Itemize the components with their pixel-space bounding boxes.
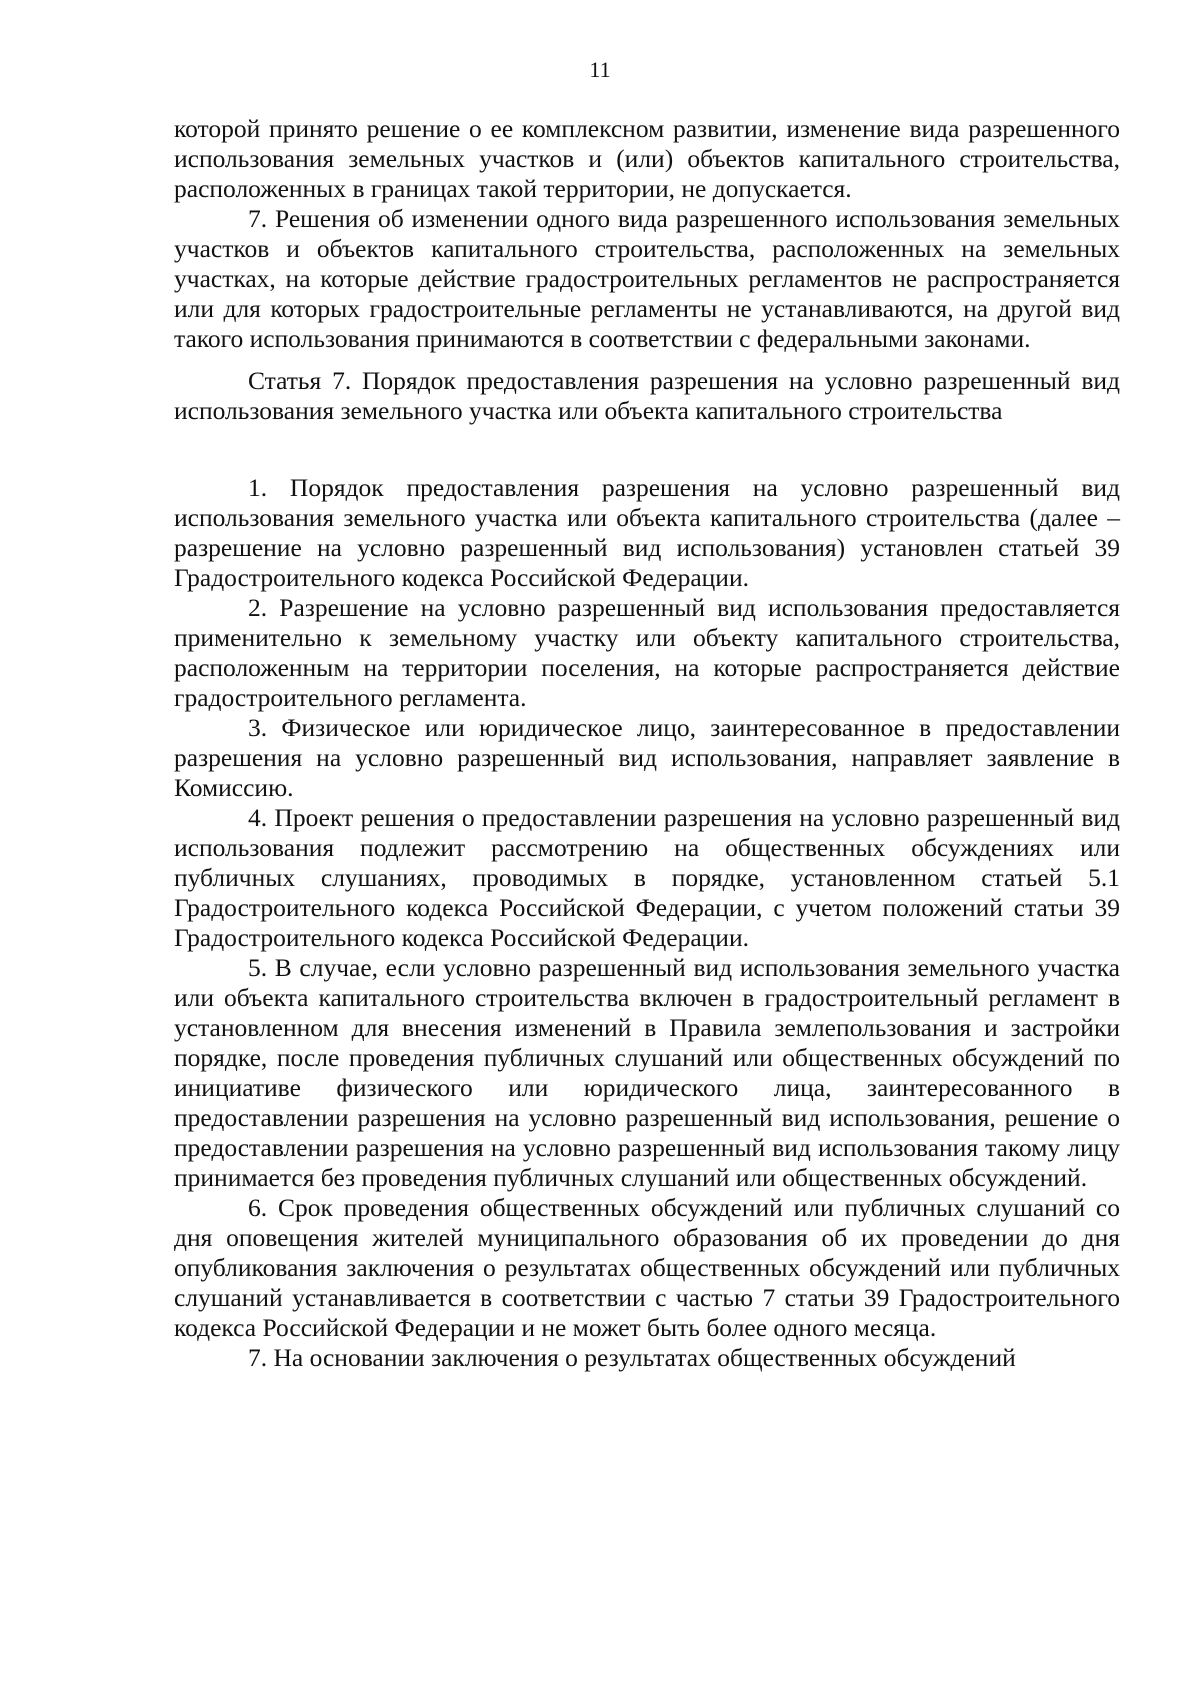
page-number: 11 bbox=[589, 57, 611, 82]
article-item-5: 5. В случае, если условно разрешенный вид использования земельного участка или объекта капитального строительства включен в градостроительный регламент в установленном для внесения изменений в Правила землепользования и застройки порядке, после проведения публичных слушаний или общественных обсуждений по инициативе физического или юридического лица, заинтересованного в предоставлении разрешения на условно разрешенный вид использования, решение о предоставлении разрешения на условно разрешенный вид использования такому лицу принимается без проведения публичных слушаний или общественных обсуждений. bbox=[174, 953, 1120, 1192]
document-body bbox=[174, 114, 1120, 1373]
paragraph-continuation: которой принято решение о ее комплексном развитии, изменение вида разрешенного использования земельных участков и (или) объектов капитального строительства, расположенных в границах такой территории, не допускается. bbox=[174, 114, 1120, 203]
article-heading: Статья 7. Порядок предоставления разрешения на условно разрешенный вид использования земельного участка или объекта капитального строительства bbox=[174, 366, 1120, 425]
article-item-7: 7. На основании заключения о результатах общественных обсуждений bbox=[248, 1343, 1016, 1372]
article-item-3: 3. Физическое или юридическое лицо, заинтересованное в предоставлении разрешения на условно разрешенный вид использования, направляет заявление в Комиссию. bbox=[174, 713, 1120, 802]
article-item-6: 6. Срок проведения общественных обсуждений или публичных слушаний со дня оповещения жителей муниципального образования об их проведении до дня опубликования заключения о результатах общественных обсуждений или публичных слушаний устанавливается в соответствии с частью 7 статьи 39 Градостроительного кодекса Российской Федерации и не может быть более одного месяца. bbox=[174, 1193, 1120, 1342]
article-item-1: 1. Порядок предоставления разрешения на условно разрешенный вид использования земельного участка или объекта капитального строительства (далее – разрешение на условно разрешенный вид использования) установлен статьей 39 Градостроительного кодекса Российской Федерации. bbox=[174, 473, 1120, 592]
article-item-4: 4. Проект решения о предоставлении разрешения на условно разрешенный вид использования подлежит рассмотрению на общественных обсуждениях или публичных слушаниях, проводимых в порядке, установленном статьей 5.1 Градостроительного кодекса Российской Федерации, с учетом положений статьи 39 Градостроительного кодекса Российской Федерации. bbox=[174, 803, 1120, 952]
article-item-2: 2. Разрешение на условно разрешенный вид использования предоставляется применительно к земельному участку или объекту капитального строительства, расположенным на территории поселения, на которые распространяется действие градостроительного регламента. bbox=[174, 593, 1120, 712]
paragraph-item-7: 7. Решения об изменении одного вида разрешенного использования земельных участков и объектов капитального строительства, расположенных на земельных участках, на которые действие градостроительных регламентов не распространяется или для которых градостроительные регламенты не устанавливаются, на другой вид такого использования принимаются в соответствии с федеральными законами. bbox=[174, 204, 1120, 353]
